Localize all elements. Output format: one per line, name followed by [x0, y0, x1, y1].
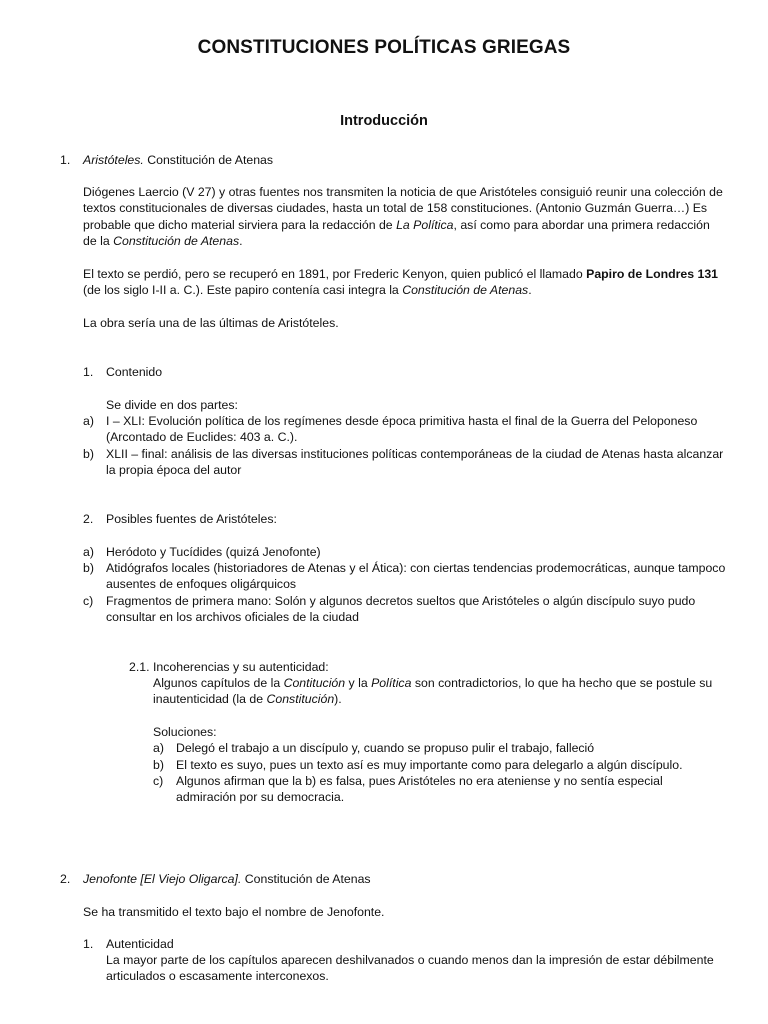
section-1-heading — [83, 152, 723, 168]
text-run: . — [239, 233, 243, 248]
list-item: XLII – final: análisis de las diversas instituciones políticas contemporáneas de la ciudad de Atenas hasta alcanzar la propia época del autor — [106, 447, 724, 478]
list-item: Algunos afirman que la b) es falsa, pues Aristóteles no era ateniense y no sentía especial admiración por su democracia. — [176, 774, 663, 805]
list-marker: c) — [83, 594, 94, 608]
section-1-paragraph-1 — [83, 184, 723, 249]
list-marker: b) — [83, 447, 94, 461]
section-2-heading-author: Jenofonte [El Viejo Oligarca]. — [83, 872, 242, 886]
list-item: Atidógrafos locales (historiadores de Atenas y el Ática): con ciertas tendencias prodemocráticas, aunque tampoco ausentes de enfoques oligárquicos — [106, 561, 726, 592]
section-2-heading — [83, 871, 723, 887]
list-marker: a) — [83, 414, 94, 428]
section-1-paragraph-3: La obra sería una de las últimas de Aristóteles. — [83, 316, 339, 330]
list-item: Delegó el trabajo a un discípulo y, cuando se propuso pulir el trabajo, falleció — [176, 741, 595, 755]
list-item: El texto es suyo, pues un texto así es muy importante como para delegarlo a algún discípulo. — [176, 758, 683, 772]
italic-run: Constitución de Atenas — [113, 233, 240, 248]
text-run: Algunos capítulos de la — [153, 676, 284, 690]
subsection-contenido-number: 1. — [83, 365, 94, 379]
bold-run: Papiro de Londres 131 — [586, 267, 719, 281]
subsection-incoherencias-number: 2.1. — [129, 660, 150, 674]
list-item: Fragmentos de primera mano: Solón y algunos decretos sueltos que Aristóteles o algún discípulo suyo pudo consultar en los archivos oficiales de la ciudad — [106, 594, 696, 625]
subsection-autenticidad-text: La mayor parte de los capítulos aparecen deshilvanados o cuando menos dan la impresión de estar débilmente articulados o escasamente interconexos. — [106, 953, 714, 984]
text-run: son contradictorios, lo que ha hecho que se postule su inautenticidad (la de — [153, 676, 713, 707]
list-marker: a) — [153, 741, 164, 755]
italic-run: La Política — [396, 217, 454, 232]
text-run: y la — [345, 676, 372, 690]
list-marker: b) — [83, 561, 94, 575]
italic-run: Contitución — [283, 676, 346, 690]
text-run: , así como para abordar una primera redacción de la — [83, 217, 710, 248]
section-1-paragraph-2 — [83, 266, 723, 299]
text-run: El texto se perdió, pero se recuperó en 1891, por Frederic Kenyon, quien publicó el llamado — [83, 267, 587, 281]
text-run: ). — [334, 692, 342, 707]
subsection-fuentes-number: 2. — [83, 512, 94, 526]
section-2-number: 2. — [60, 872, 71, 886]
subsection-incoherencias-heading: Incoherencias y su autenticidad: — [153, 660, 329, 674]
subsection-fuentes-heading: Posibles fuentes de Aristóteles: — [106, 512, 277, 526]
section-2-paragraph-1: Se ha transmitido el texto bajo el nombre de Jenofonte. — [83, 905, 385, 919]
list-marker: c) — [153, 774, 164, 788]
section-1-number: 1. — [60, 153, 71, 167]
italic-run: Constitución de Atenas — [402, 283, 529, 298]
italic-run: Constitución — [266, 692, 335, 707]
subsection-incoherencias-paragraph — [153, 675, 728, 708]
list-item: I – XLI: Evolución política de los regímenes desde época primitiva hasta el final de la Guerra del Peloponeso (Arcontado de Euclides: 403 a. C.). — [106, 414, 698, 445]
subsection-contenido-heading: Contenido — [106, 365, 163, 379]
italic-run: Política — [371, 676, 412, 690]
section-1-heading-author: Aristóteles. — [83, 153, 144, 167]
section-1-heading-work: Constitución de Atenas — [143, 153, 274, 167]
solutions-label: Soluciones: — [153, 725, 217, 739]
list-marker: a) — [83, 545, 94, 559]
document-title: CONSTITUCIONES POLÍTICAS GRIEGAS — [197, 37, 571, 58]
subsection-autenticidad-heading: Autenticidad — [106, 937, 174, 951]
section-2-heading-work: Constitución de Atenas — [241, 872, 371, 886]
text-run: (de los siglo I-II a. C.). Este papiro contenía casi integra la — [83, 283, 403, 298]
text-run: Diógenes Laercio (V 27) y otras fuentes nos transmiten la noticia de que Aristóteles consiguió reunir una colección de textos constitucionales de diversas ciudades, hasta un total de 158 constituciones. (Antonio Guzmán Guerra…) Es probable que dicho material sirviera para la redacción de — [83, 185, 723, 232]
subsection-contenido-intro: Se divide en dos partes: — [106, 398, 238, 412]
list-marker: b) — [153, 758, 164, 772]
subsection-autenticidad-number: 1. — [83, 937, 94, 951]
text-run: . — [528, 283, 532, 298]
list-item: Heródoto y Tucídides (quizá Jenofonte) — [106, 545, 321, 559]
document-subtitle: Introducción — [340, 113, 428, 129]
